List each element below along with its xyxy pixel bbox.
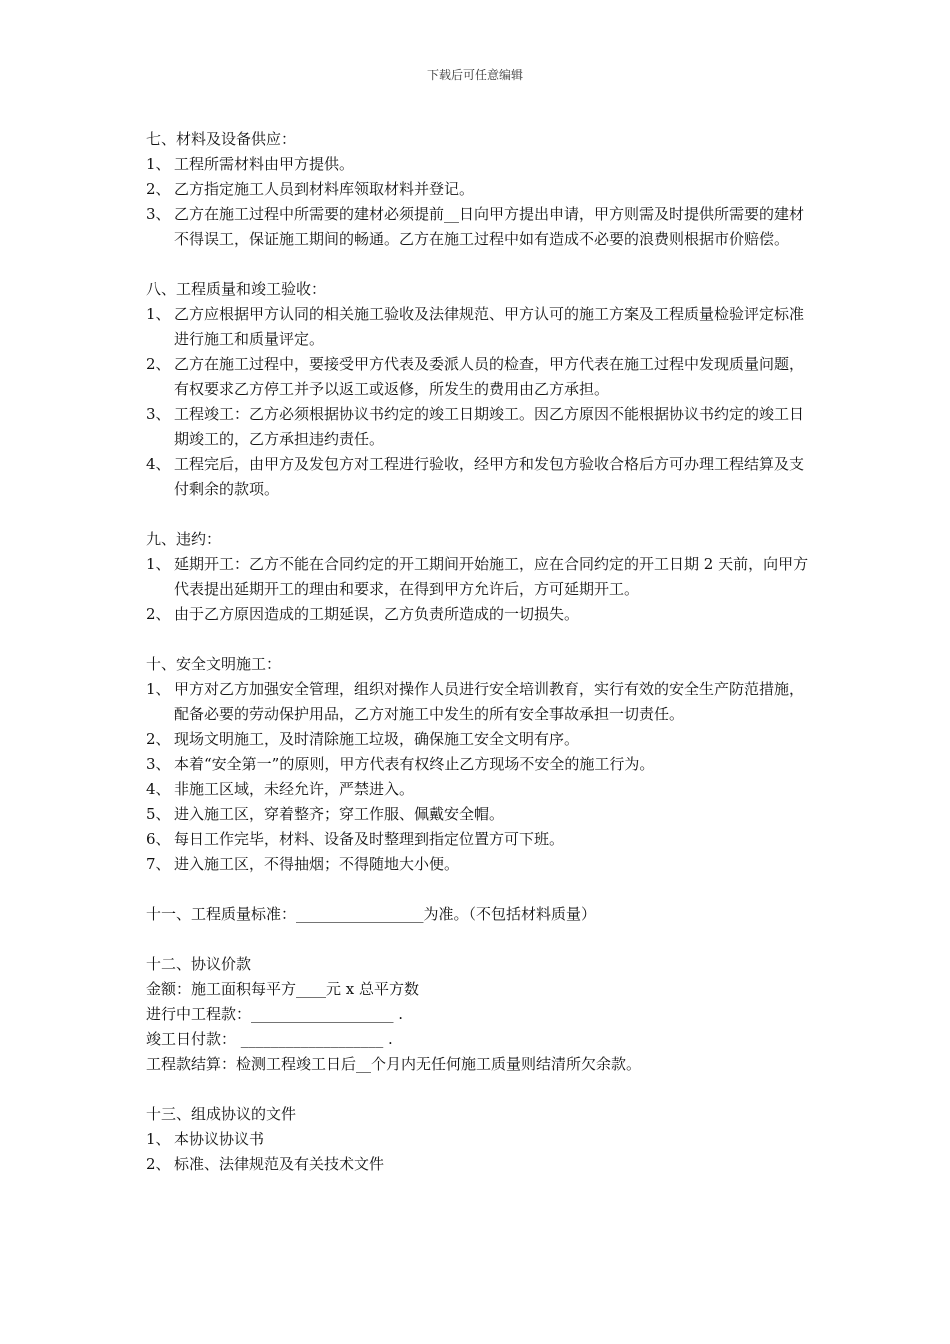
- list-item: [146, 402, 814, 452]
- item-text: 工程完后，由甲方及发包方对工程进行验收，经甲方和发包方验收合格后方可办理工程结算及支付剩余的款项。: [174, 455, 805, 498]
- list-item: [146, 152, 814, 177]
- item-text: 本协议协议书: [174, 1130, 265, 1148]
- item-number: 6、: [146, 830, 171, 848]
- list-item: [146, 752, 814, 777]
- list-item: [146, 852, 814, 877]
- item-text: 标准、法律规范及有关技术文件: [174, 1155, 385, 1173]
- section-heading: 十、安全文明施工：: [146, 655, 282, 673]
- list-item: [146, 352, 814, 402]
- item-text: 乙方在施工过程中，要接受甲方代表及委派人员的检查，甲方代表在施工过程中发现质量问题，有权要求乙方停工并予以返工或返修，所发生的费用由乙方承担。: [174, 355, 805, 398]
- section-breach: [146, 527, 814, 627]
- price-amount-line: 金额：施工面积每平方____元 x 总平方数: [146, 980, 419, 998]
- item-number: 1、: [146, 155, 171, 173]
- quality-standard-line: 十一、工程质量标准：_________________为准。（不包括材料质量）: [146, 905, 597, 923]
- item-text: 现场文明施工，及时清除施工垃圾，确保施工安全文明有序。: [174, 730, 580, 748]
- section-heading: 十二、协议价款: [146, 955, 252, 973]
- section-safety: [146, 652, 814, 877]
- item-number: 1、: [146, 680, 171, 698]
- section-materials: [146, 127, 814, 252]
- item-number: 4、: [146, 455, 171, 473]
- item-number: 4、: [146, 780, 171, 798]
- section-heading: 十三、组成协议的文件: [146, 1105, 297, 1123]
- list-item: [146, 177, 814, 202]
- list-item: [146, 602, 814, 627]
- settlement-line: 工程款结算：检测工程竣工日后__个月内无任何施工质量则结清所欠余款。: [146, 1055, 642, 1073]
- item-text: 进入施工区，穿着整齐；穿工作服、佩戴安全帽。: [174, 805, 505, 823]
- list-item: [146, 677, 814, 727]
- list-item: [146, 727, 814, 752]
- item-text: 非施工区域，未经允许，严禁进入。: [174, 780, 415, 798]
- item-text: 每日工作完毕，材料、设备及时整理到指定位置方可下班。: [174, 830, 565, 848]
- document-body: [146, 127, 814, 1202]
- list-item: [146, 1152, 814, 1177]
- list-item: [146, 777, 814, 802]
- page-header: 下载后可任意编辑: [426, 68, 523, 82]
- item-text: 由于乙方原因造成的工期延误，乙方负责所造成的一切损失。: [174, 605, 580, 623]
- list-item: [146, 552, 814, 602]
- section-heading: 八、工程质量和竣工验收：: [146, 280, 327, 298]
- item-text: 工程所需材料由甲方提供。: [174, 155, 355, 173]
- item-number: 2、: [146, 1155, 171, 1173]
- progress-payment-line: 进行中工程款：___________________ .: [146, 1005, 404, 1023]
- item-number: 1、: [146, 1130, 171, 1148]
- item-text: 进入施工区，不得抽烟；不得随地大小便。: [174, 855, 460, 873]
- section-heading: 七、材料及设备供应：: [146, 130, 297, 148]
- item-number: 5、: [146, 805, 171, 823]
- item-number: 1、: [146, 305, 171, 323]
- list-item: [146, 827, 814, 852]
- list-item: [146, 452, 814, 502]
- list-item: [146, 1127, 814, 1152]
- section-quality-acceptance: [146, 277, 814, 502]
- item-number: 2、: [146, 355, 171, 373]
- section-documents: [146, 1102, 814, 1177]
- list-item: [146, 802, 814, 827]
- item-text: 甲方对乙方加强安全管理，组织对操作人员进行安全培训教育，实行有效的安全生产防范措施，配备必要的劳动保护用品，乙方对施工中发生的所有安全事故承担一切责任。: [174, 680, 805, 723]
- list-item: [146, 302, 814, 352]
- item-text: 乙方应根据甲方认同的相关施工验收及法律规范、甲方认可的施工方案及工程质量检验评定标准进行施工和质量评定。: [174, 305, 805, 348]
- section-heading: 九、违约：: [146, 530, 222, 548]
- item-number: 2、: [146, 730, 171, 748]
- item-text: 乙方指定施工人员到材料库领取材料并登记。: [174, 180, 475, 198]
- section-price: [146, 952, 814, 1077]
- item-text: 延期开工：乙方不能在合同约定的开工期间开始施工，应在合同约定的开工日期 2 天前，向甲方代表提出延期开工的理由和要求，在得到甲方允许后，方可延期开工。: [174, 555, 809, 598]
- item-number: 3、: [146, 405, 171, 423]
- item-number: 3、: [146, 205, 171, 223]
- item-text: 工程竣工：乙方必须根据协议书约定的竣工日期竣工。因乙方原因不能根据协议书约定的竣工日期竣工的，乙方承担违约责任。: [174, 405, 805, 448]
- list-item: [146, 202, 814, 252]
- section-quality-standard: [146, 902, 814, 927]
- item-number: 2、: [146, 180, 171, 198]
- item-number: 3、: [146, 755, 171, 773]
- item-number: 1、: [146, 555, 171, 573]
- item-text: 本着“安全第一”的原则，甲方代表有权终止乙方现场不安全的施工行为。: [174, 755, 655, 773]
- item-text: 乙方在施工过程中所需要的建材必须提前__日向甲方提出申请，甲方则需及时提供所需要的建材不得误工，保证施工期间的畅通。乙方在施工过程中如有造成不必要的浪费则根据市价赔偿。: [174, 205, 805, 248]
- item-number: 7、: [146, 855, 171, 873]
- completion-payment-line: 竣工日付款： ___________________ .: [146, 1030, 393, 1048]
- item-number: 2、: [146, 605, 171, 623]
